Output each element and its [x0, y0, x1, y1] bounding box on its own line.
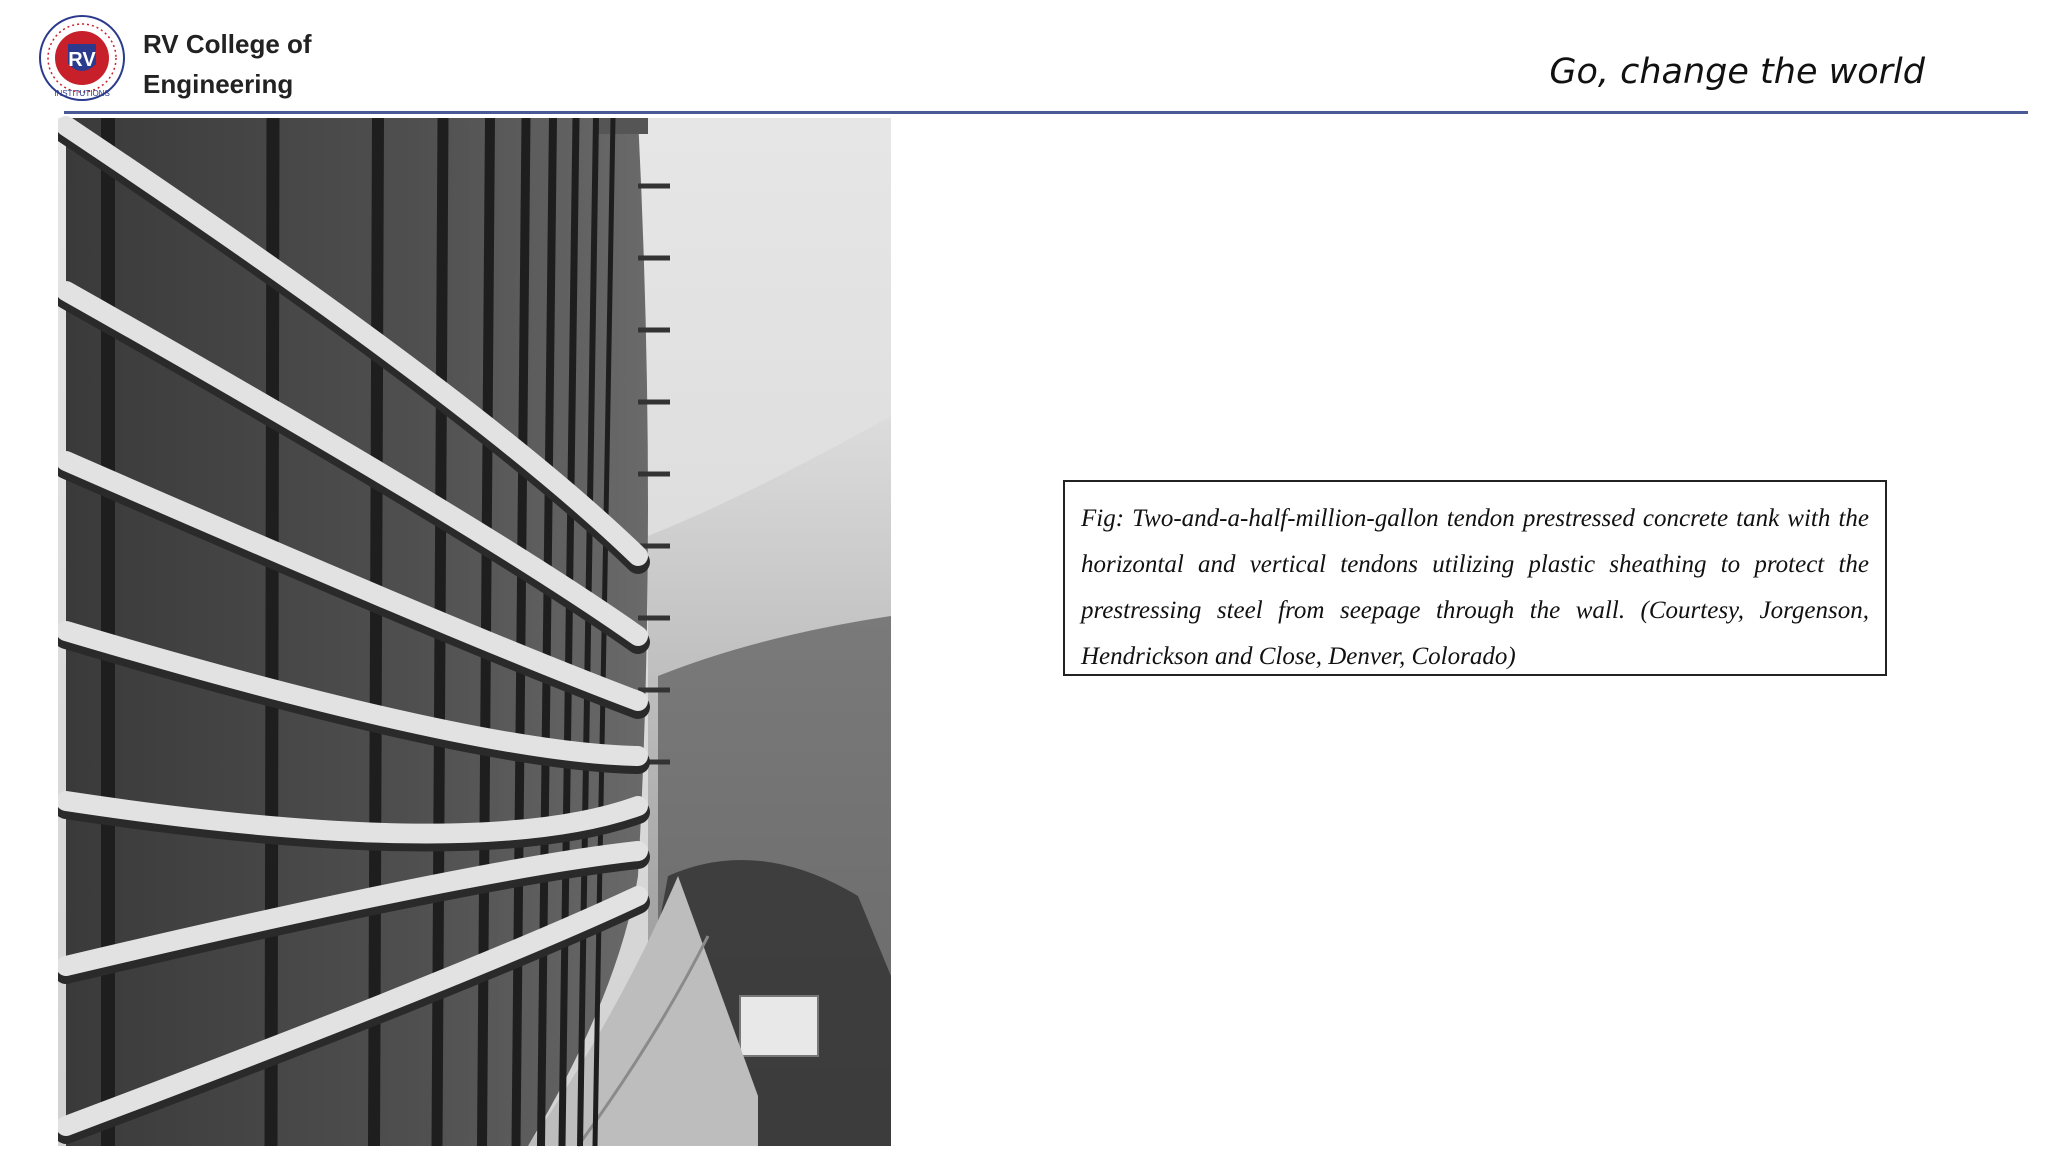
college-name-line2: Engineering — [143, 69, 294, 99]
logo-ring-text: INSTITUTIONS — [54, 89, 110, 98]
college-name — [143, 24, 312, 104]
header-divider — [64, 111, 2028, 114]
vertical-rib — [374, 118, 378, 1146]
college-logo — [38, 14, 126, 102]
college-name-line1: RV College of — [143, 29, 312, 59]
figure-caption: Fig: Two-and-a-half-million-gallon tendon prestressed concrete tank with the horizontal and vertical tendons utilizing plastic sheathing to protect the prestressing steel from seepage through the wall. (Courtesy, Jorgenson, Hendrickson and Close, Denver, Colorado) — [1081, 505, 1869, 670]
figure-caption-box — [1063, 480, 1887, 676]
tank-photo — [58, 116, 912, 1158]
tagline: Go, change the world — [1549, 52, 1925, 92]
logo-initials: RV — [68, 49, 96, 71]
